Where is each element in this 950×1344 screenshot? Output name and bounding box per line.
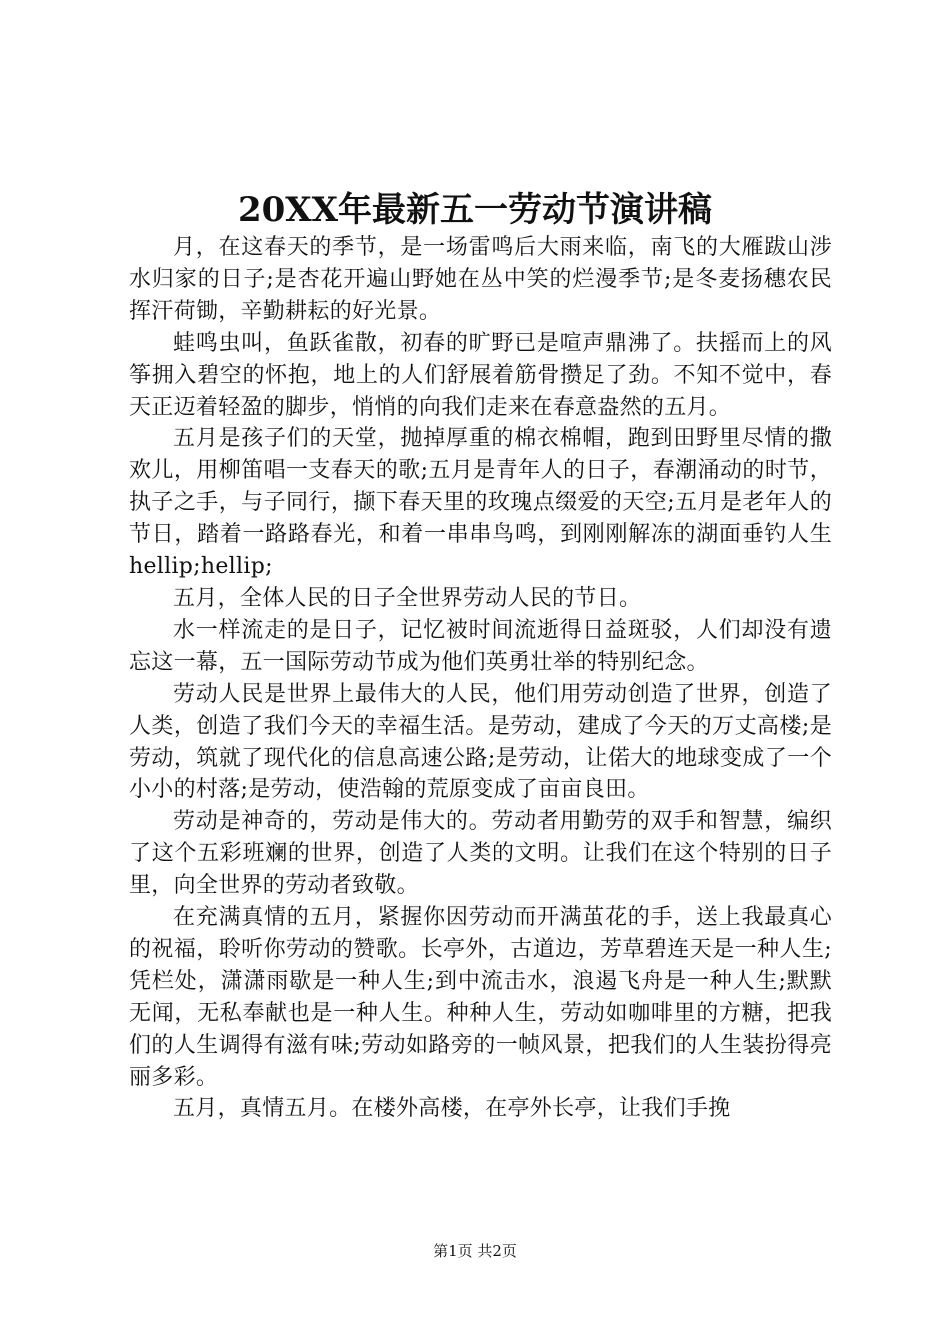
paragraph-6: 劳动人民是世界上最伟大的人民，他们用劳动创造了世界，创造了人类，创造了我们今天的幸福生活。是劳动，建成了今天的万丈高楼;是劳动，筑就了现代化的信息高速公路;是劳动，让偌大的地球变成了一个小小的村落;是劳动，使浩翰的荒原变成了亩亩良田。	[129, 681, 832, 803]
paragraph-1: 月，在这春天的季节，是一场雷鸣后大雨来临，南飞的大雁跋山涉水归家的日子;是杏花开遍山野她在丛中笑的烂漫季节;是冬麦扬穗农民挥汗荷锄，辛勤耕耘的好光景。	[129, 235, 832, 324]
paragraph-2: 蛙鸣虫叫，鱼跃雀散，初春的旷野已是喧声鼎沸了。扶摇而上的风筝拥入碧空的怀抱，地上的人们舒展着筋骨攒足了劲。不知不觉中，春天正迈着轻盈的脚步，悄悄的向我们走来在春意盎然的五月。	[129, 330, 832, 420]
paragraph-3: 五月是孩子们的天堂，抛掉厚重的棉衣棉帽，跑到田野里尽情的撒欢儿，用柳笛唱一支春天的歌;五月是青年人的日子，春潮涌动的时节，执子之手，与子同行，撷下春天里的玫瑰点缀爱的天空;五月是老年人的节日，踏着一路路春光，和着一串串鸟鸣，到刚刚解冻的湖面垂钓人生hellip;hellip;	[129, 426, 832, 580]
document-title: 20XX年最新五一劳动节演讲稿	[237, 190, 713, 230]
paragraph-5: 水一样流走的是日子，记忆被时间流逝得日益斑驳，人们却没有遗忘这一幕，五一国际劳动节成为他们英勇壮举的特别纪念。	[129, 617, 832, 675]
paragraph-9: 五月，真情五月。在楼外高楼，在亭外长亭，让我们手挽	[173, 1096, 731, 1122]
page-total: 共2页	[477, 1242, 517, 1260]
document-body	[129, 232, 832, 1125]
paragraph-8: 在充满真情的五月，紧握你因劳动而开满茧花的手，送上我最真心的祝福，聆听你劳动的赞歌。长亭外，古道边，芳草碧连天是一种人生;凭栏处，潇潇雨歇是一种人生;到中流击水，浪遏飞舟是一种人生;默默无闻，无私奉献也是一种人生。种种人生，劳动如咖啡里的方糖，把我们的人生调得有滋有味;劳动如路旁的一帧风景，把我们的人生装扮得亮丽多彩。	[129, 905, 832, 1090]
page-number: 第1页	[433, 1242, 473, 1260]
page-footer	[0, 1241, 950, 1261]
paragraph-4: 五月，全体人民的日子全世界劳动人民的节日。	[173, 585, 642, 611]
paragraph-7: 劳动是神奇的，劳动是伟大的。劳动者用勤劳的双手和智慧，编织了这个五彩班斓的世界，创造了人类的文明。让我们在这个特别的日子里，向全世界的劳动者致敬。	[129, 809, 832, 899]
